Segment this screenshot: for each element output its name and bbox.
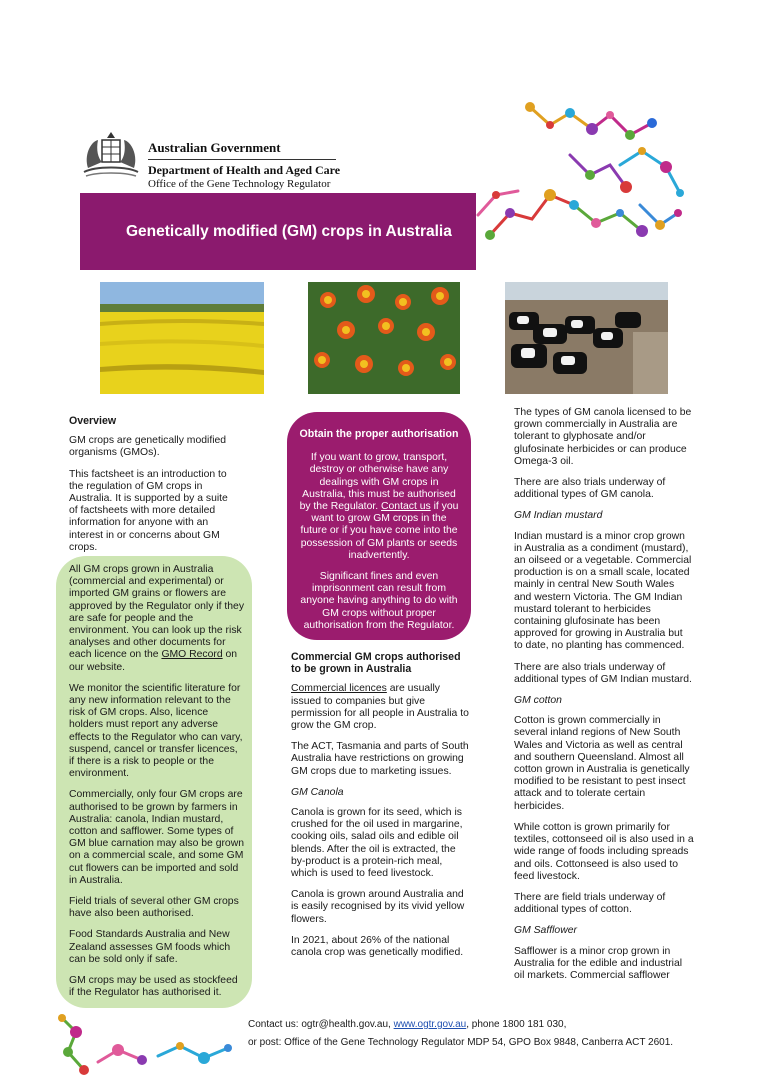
header-divider (148, 159, 336, 160)
box-paragraph: We monitor the scientific literature for any new information relevant to the risk of GM crops. Also, licence holders must report any adverse effects to the Regulator who can vary, suspend, cancel or transfer licences, if there is a risk to people or the environment. (69, 682, 243, 780)
overview-heading: Overview (69, 415, 117, 427)
highlight-box-content (69, 564, 245, 1009)
authorisation-callout (287, 412, 471, 640)
overview-paragraph: GM crops are genetically modified organisms (GMOs). (69, 435, 227, 459)
crop-details-section (514, 407, 694, 991)
box-paragraph: GM crops may be used as stockfeed if the Regulator has authorised it. (69, 975, 238, 999)
section-paragraph: Canola is grown for its seed, which is crushed for the oil used in margarine, cooking oils, salad oils and edible oil blends. After the oil is extracted, the by-product is a protein-rich meal, which is used to feed livestock. (291, 807, 463, 880)
australian-coat-of-arms-icon (80, 128, 142, 180)
office-name: Office of the Gene Technology Regulator (148, 178, 331, 190)
section-paragraph: Commercial licences are usually issued to companies but give permission for all people in Australia to grow the GM crop. (291, 683, 469, 732)
section-paragraph: Safflower is a minor crop grown in Australia for the edible and industrial oil markets. Commercial safflower (514, 945, 683, 981)
gm-safflower-subheading: GM Safflower (514, 925, 577, 937)
gm-canola-subheading: GM Canola (291, 786, 344, 798)
section-paragraph: There are field trials underway of additional types of cotton. (514, 891, 666, 916)
section-paragraph: The ACT, Tasmania and parts of South Australia have restrictions on growing GM crops due to marketing issues. (291, 741, 469, 777)
authorisation-paragraph: If you want to grow, transport, destroy or otherwise have any dealings with GM crops in Australia, this must be authorised by the Regulator. Contact us if you want to grow GM crops in the future or if you have come into the possession of GM plants or seeds inadvertently. (299, 452, 459, 561)
molecule-decoration-icon (470, 95, 690, 265)
canola-field-photo (100, 282, 264, 394)
box-paragraph: Field trials of several other GM crops have also been authorised. (69, 896, 239, 920)
section-paragraph: There are also trials underway of additional types of GM Indian mustard. (514, 661, 692, 685)
government-name: Australian Government (148, 140, 281, 155)
contact-us-link[interactable]: Contact us (381, 501, 431, 513)
commercial-crops-section (291, 651, 469, 968)
box-paragraph: Commercially, only four GM crops are authorised to be grown by farmers in Australia: canola, Indian mustard, cotton and safflower. Some types of GM blue carnation may also be grown on a commercial scale, and some GM cut flowers can be imported and sold in Australia. (69, 789, 244, 886)
authorisation-paragraph: Significant fines and even imprisonment can result from anyone having anything to do with GM crops without proper authorisation from the Regulator. (300, 571, 458, 631)
dairy-cattle-photo (505, 282, 668, 394)
gm-indian-mustard-subheading: GM Indian mustard (514, 510, 603, 522)
section-paragraph: There are also trials underway of additional types of GM canola. (514, 477, 666, 501)
title-banner (80, 193, 476, 270)
website-link[interactable]: www.ogtr.gov.au (393, 1019, 467, 1030)
section-paragraph: Indian mustard is a minor crop grown in Australia as a condiment (mustard), an oilseed or a vegetable. Commercial production is on a small scale, located mainly in central New South Wales and western Victoria. The GM Indian mustard tolerant to herbicides containing glufosinate has been approved for growing in Australia but to date, no planting has commenced. (514, 530, 692, 652)
page-title: Genetically modified (GM) crops in Australia (126, 222, 452, 240)
section-paragraph: Canola is grown around Australia and is easily recognised by its vivid yellow flowers. (291, 889, 465, 925)
department-name: Department of Health and Aged Care (148, 163, 341, 177)
gmo-record-link[interactable]: GMO Record (161, 649, 223, 661)
box-paragraph: Food Standards Australia and New Zealand assesses GM foods which can be sold only if safe. (69, 929, 231, 965)
footer-postal: or post: Office of the Gene Technology Regulator MDP 54, GPO Box 9848, Canberra ACT 2601. (248, 1037, 674, 1048)
footer-molecule-decoration-icon (58, 1012, 238, 1075)
overview-paragraph: This factsheet is an introduction to the regulation of GM crops in Australia. It is supported by a suite of factsheets with more detailed information for anyone with an interest in or concerns about GM crops. (69, 468, 228, 553)
authorisation-heading: Obtain the proper authorisation (299, 428, 459, 440)
box-paragraph: All GM crops grown in Australia (commercial and experimental) or imported GM grains or flowers are approved by the Regulator only if they are safe for people and the environment. You can look up the risk analyses and other documents for each licence on the GMO Record on our website. (69, 564, 245, 673)
section-paragraph: In 2021, about 26% of the national canola crop was genetically modified. (291, 934, 464, 959)
overview-section (69, 415, 239, 563)
section-paragraph: Cotton is grown commercially in several inland regions of New South Wales and Victoria as well as central and southern Queensland. Almost all cotton grown in Australia is genetically modified to be resistant to pest insect attack and to tolerate certain herbicides. (514, 715, 690, 812)
gm-cotton-subheading: GM cotton (514, 695, 562, 707)
section-paragraph: While cotton is grown primarily for textiles, cottonseed oil is also used in a wide range of foods including spreads and oils. Cottonseed is also used to feed livestock. (514, 821, 694, 882)
safflower-photo (308, 282, 460, 394)
footer-contact: Contact us: ogtr@health.gov.au, www.ogtr.gov.au, phone 1800 181 030, (248, 1019, 567, 1030)
commercial-licences-link[interactable]: Commercial licences (291, 683, 387, 695)
commercial-crops-heading: Commercial GM crops authorised to be grown in Australia (291, 651, 461, 676)
section-paragraph: The types of GM canola licensed to be grown commercially in Australia are tolerant to glyphosate and/or glufosinate herbicides or can produce Omega-3 oil. (514, 407, 692, 467)
